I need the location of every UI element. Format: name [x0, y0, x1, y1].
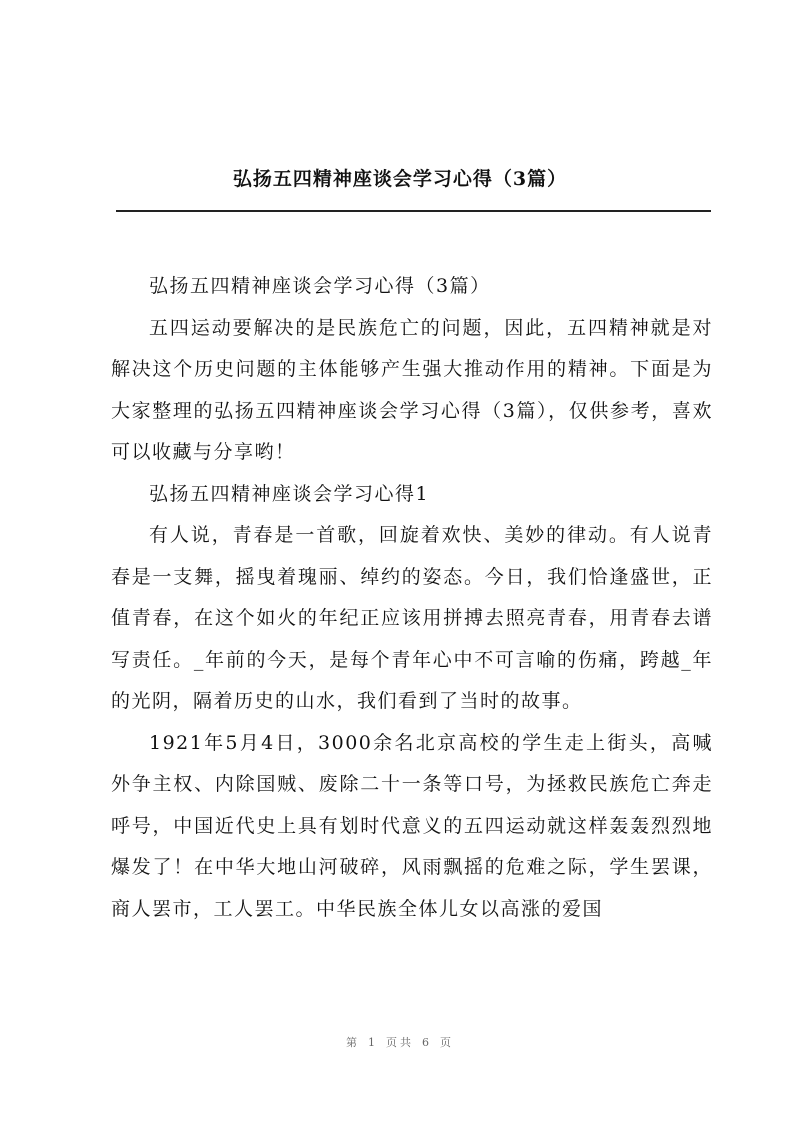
- body-paragraph-history: 1921年5月4日，3000余名北京高校的学生走上街头，高喊外争主权、内除国贼、废除二十一条等口号，为拯救民族危亡奔走呼号，中国近代史上具有划时代意义的五四运动就这样轰轰烈烈地爆发了！在中华大地山河破碎，风雨飘摇的危难之际，学生罢课，商人罢市，工人罢工。中华民族全体儿女以高涨的爱国: [111, 731, 713, 920]
- body-paragraph-section-heading: 弘扬五四精神座谈会学习心得1: [149, 482, 430, 505]
- footer-middle: 页共: [386, 1036, 414, 1049]
- footer-prefix: 第: [346, 1036, 360, 1049]
- footer-total-pages: 6: [422, 1036, 432, 1049]
- body-paragraph-intro: 五四运动要解决的是民族危亡的问题，因此，五四精神就是对解决这个历史问题的主体能够产生强大推动作用的精神。下面是为大家整理的弘扬五四精神座谈会学习心得（3篇），仅供参考，喜欢可以收藏与分享哟！: [111, 316, 713, 463]
- title-divider: [116, 210, 711, 212]
- page-footer: [0, 1034, 800, 1050]
- body-paragraph-subtitle: 弘扬五四精神座谈会学习心得（3篇）: [149, 275, 491, 297]
- footer-suffix: 页: [440, 1036, 454, 1049]
- body-paragraph-youth: 有人说，青春是一首歌，回旋着欢快、美妙的律动。有人说青春是一支舞，摇曳着瑰丽、绰约的姿态。今日，我们恰逢盛世，正值青春，在这个如火的年纪正应该用拼搏去照亮青春，用青春去谱写责任。_年前的今天，是每个青年心中不可言喻的伤痛，跨越_年的光阴，隔着历史的山水，我们看到了当时的故事。: [111, 524, 713, 712]
- document-body: [111, 266, 713, 930]
- document-title: 弘扬五四精神座谈会学习心得（3篇）: [232, 168, 568, 190]
- footer-page-number: 1: [368, 1036, 378, 1049]
